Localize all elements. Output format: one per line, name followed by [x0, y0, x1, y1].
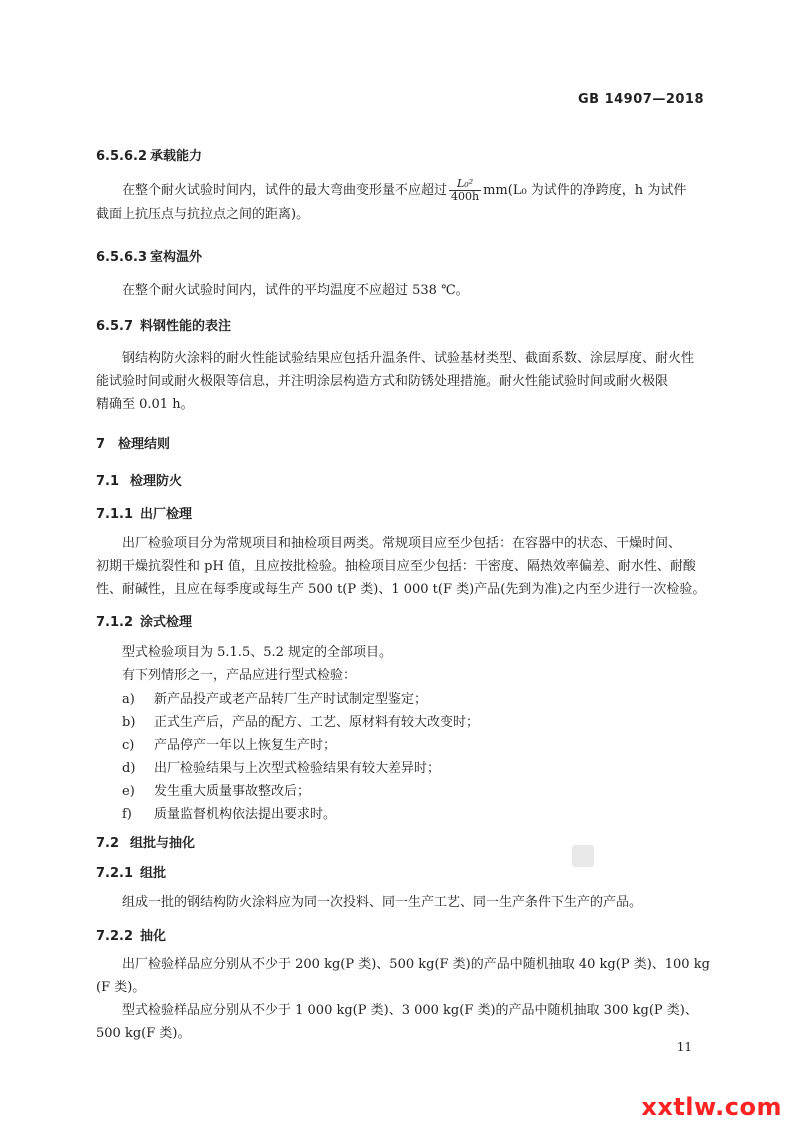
page-number: 11 — [676, 1040, 692, 1054]
list-item: a) 新产品投产或老产品转厂生产时试制定型鉴定； — [122, 692, 428, 707]
para-7-2-1: 组成一批的钢结构防火涂料应为同一次投料、同一生产工艺、同一生产条件下生产的产品。 — [122, 895, 643, 910]
heading-6-5-6-3: 6.5.6.3 室构温外 — [96, 250, 203, 265]
standard-number: GB 14907—2018 — [577, 92, 704, 107]
list-item: f) 质量监督机构依法提出要求时。 — [122, 807, 337, 822]
heading-7-1-1: 7.1.1 出厂检理 — [96, 507, 193, 522]
para-6-5-6-2: 在整个耐火试验时间内，试件的最大弯曲变形量不应超过 $\frac{\text{L₀²}}{400h}$ mm(L₀ 为试件的净跨度，h 为试件 截面上抗压点与抗拉点之间的距离)。 — [96, 177, 687, 222]
deflection-fraction: $\frac{\text{L₀²}}{400h}$ — [451, 177, 480, 203]
heading-7-2: 7.2 组批与抽化 — [96, 836, 196, 851]
watermark-logo: xxtlw.com — [641, 1093, 782, 1121]
list-item: d) 出厂检验结果与上次型式检验结果有较大差异时； — [122, 761, 441, 776]
para-7-1-1: 出厂检验项目分为常规项目和抽检项目两类。常规项目应至少包括：在容器中的状态、干燥时间、 初期干燥抗裂性和 pH 值，且应按批检验。抽检项目应至少包括：干密度、隔热效率偏差、耐水性、耐酸 性、耐碱性，且应在每季度或每生产 500 t(P 类)、1 000 t(F 类)产品(先到为准)之内至少进行一次检验。 — [96, 536, 706, 597]
list-item: b) 正式生产后，产品的配方、工艺、原材料有较大改变时； — [122, 715, 480, 730]
para-7-2-2: 出厂检验样品应分别从不少于 200 kg(P 类)、500 kg(F 类)的产品中随机抽取 40 kg(P 类)、100 kg (F 类)。 型式检验样品应分别从不少于 1 000 kg(P 类)、3 000 kg(F 类)的产品中随机抽取 300 kg(P 类)、 500 kg(F 类)。 — [96, 957, 710, 1041]
para-6-5-7: 钢结构防火涂料的耐火性能试验结果应包括升温条件、试验基材类型、截面系数、涂层厚度、耐火性 能试验时间或耐火极限等信息，并注明涂层构造方式和防锈处理措施。耐火性能试验时间或耐火极限 精确至 0.01 h。 — [96, 351, 695, 412]
para-7-1-2: 型式检验项目为 5.1.5、5.2 规定的全部项目。 有下列情形之一，产品应进行型式检验： — [122, 645, 393, 683]
heading-7-2-1: 7.2.1 组批 — [96, 866, 167, 881]
scan-artifact — [572, 845, 594, 867]
heading-6-5-7: 6.5.7 料钢性能的表注 — [96, 319, 232, 334]
list-item: e) 发生重大质量事故整改后； — [122, 784, 311, 799]
heading-6-5-6-2: 6.5.6.2 承载能力 — [96, 149, 203, 164]
heading-7-2-2: 7.2.2 抽化 — [96, 929, 167, 944]
para-6-5-6-3: 在整个耐火试验时间内，试件的平均温度不应超过 538 ℃。 — [122, 283, 469, 298]
heading-7: 7 检理结则 — [96, 437, 171, 452]
heading-7-1-2: 7.1.2 涂式检理 — [96, 615, 193, 630]
list-item: c) 产品停产一年以上恢复生产时； — [122, 738, 337, 753]
heading-7-1: 7.1 检理防火 — [96, 474, 183, 489]
